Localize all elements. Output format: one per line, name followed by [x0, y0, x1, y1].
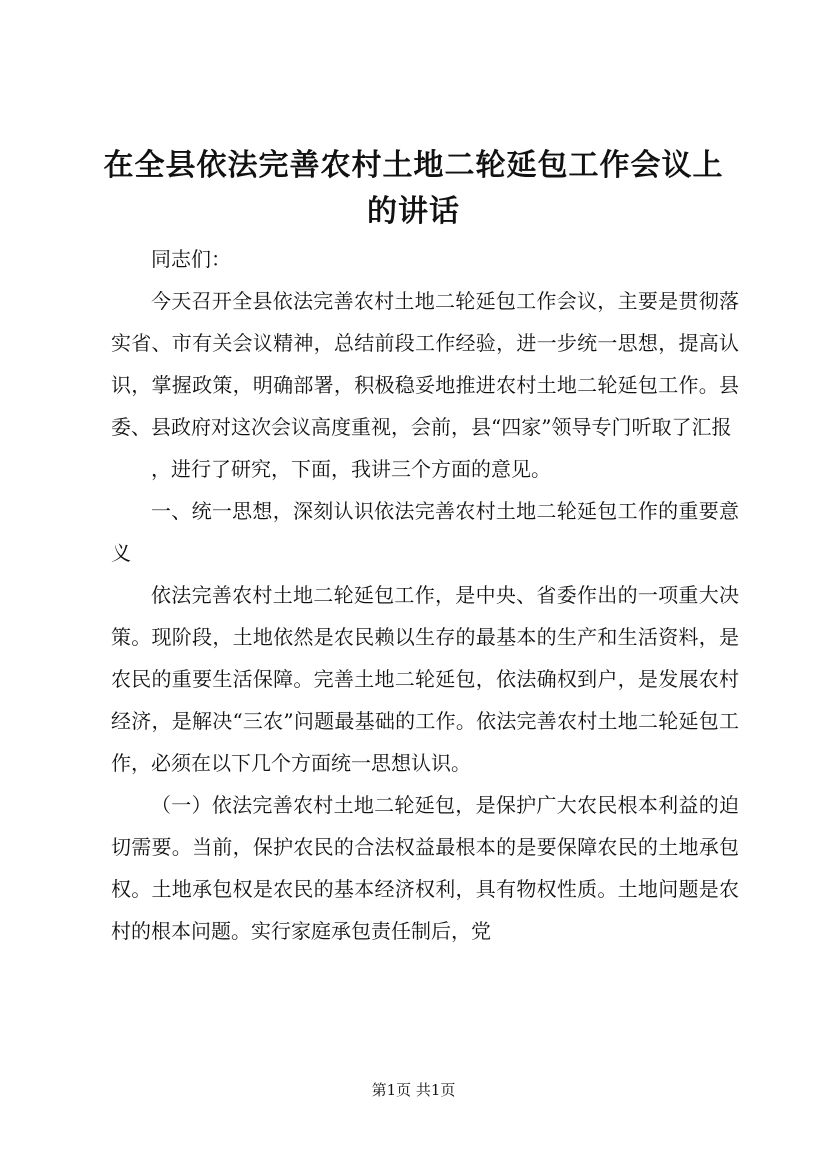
document-body [111, 238, 739, 952]
document-title [96, 143, 731, 235]
page-footer: 第1页 共1页 [371, 1081, 456, 1099]
paragraph-intro: 今天召开全县依法完善农村土地二轮延包工作会议，主要是贯彻落实省、市有关会议精神，总结前段工作经验，进一步统一思想，提高认识，掌握政策，明确部署，积极稳妥地推进农村土地二轮延包工作。县委、县政府对这次会议高度重视，会前，县“四家”领导专门听取了汇报 [111, 289, 739, 439]
salutation: 同志们： [151, 247, 231, 271]
title-line-1: 在全县依法完善农村土地二轮延包工作会议上 [103, 148, 724, 183]
paragraph-point-1: （一）依法完善农村土地二轮延包，是保护广大农民根本利益的迫切需要。当前，保护农民的合法权益最根本的是要保障农民的土地承包权。土地承包权是农民的基本经济权利，具有物权性质。土地问题是农村的根本问题。实行家庭承包责任制后，党 [111, 793, 739, 943]
title-line-2: 的讲话 [367, 194, 460, 229]
section-heading-1: 一、统一思想，深刻认识依法完善农村土地二轮延包工作的重要意义 [111, 499, 739, 565]
paragraph-intro-continued: ，进行了研究，下面，我讲三个方面的意见。 [151, 457, 551, 481]
paragraph-section-1: 依法完善农村土地二轮延包工作，是中央、省委作出的一项重大决策。现阶段，土地依然是农民赖以生存的最基本的生产和生活资料，是农民的重要生活保障。完善土地二轮延包，依法确权到户，是发展农村经济，是解决“三农”问题最基础的工作。依法完善农村土地二轮延包工作，必须在以下几个方面统一思想认识。 [111, 583, 739, 775]
